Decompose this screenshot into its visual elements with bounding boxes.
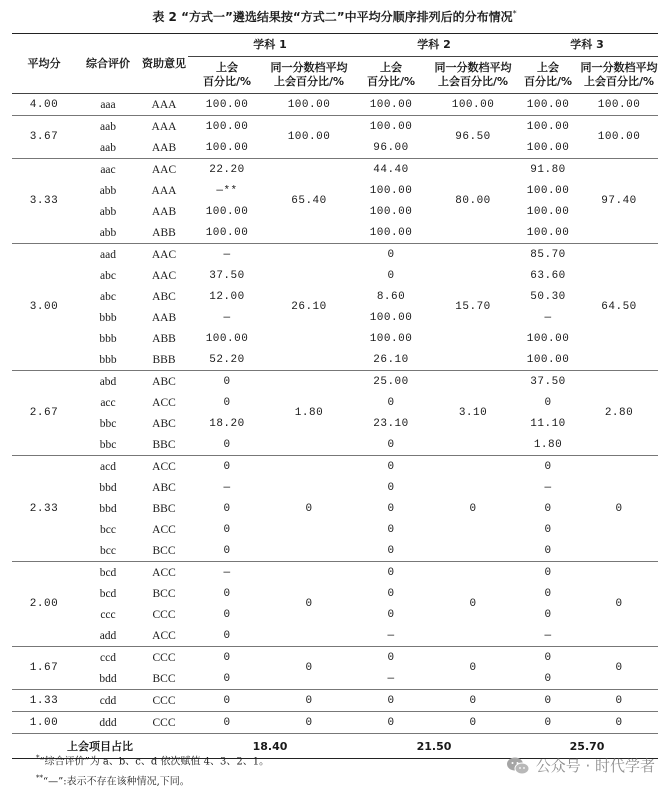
subject-1-pct-cell: 37.50 bbox=[209, 269, 245, 282]
header-pct bbox=[188, 57, 266, 94]
funding-opinion-cell: BCC bbox=[140, 540, 188, 562]
subject-2-same-pct-cell: 0 bbox=[430, 690, 516, 712]
table-row bbox=[12, 116, 658, 138]
subject-1-same-pct-cell: 100.00 bbox=[266, 116, 352, 159]
table-row bbox=[12, 690, 658, 712]
subject-3-pct-cell: — bbox=[544, 311, 552, 324]
subject-1-pct-cell: 0 bbox=[188, 540, 266, 562]
total-subject-2: 21.50 bbox=[352, 734, 516, 759]
subject-2-pct-cell: 0 bbox=[387, 460, 395, 473]
subject-3-pct-cell: 100.00 bbox=[516, 94, 580, 116]
composite-eval-cell: abc bbox=[100, 290, 116, 303]
composite-eval-cell: bcc bbox=[100, 523, 116, 536]
header-subject-3: 学科 3 bbox=[516, 34, 658, 57]
subject-2-pct-cell: — bbox=[352, 625, 430, 647]
table-row bbox=[12, 647, 658, 669]
composite-eval-cell: bbd bbox=[99, 502, 117, 515]
subject-1-pct-cell: 100.00 bbox=[205, 120, 249, 133]
subject-3-same-pct-cell: 100.00 bbox=[580, 116, 658, 159]
footnote-1-mark: * bbox=[36, 754, 40, 762]
subject-1-pct-cell: 100.00 bbox=[205, 332, 249, 345]
composite-eval-cell: bbb bbox=[99, 311, 117, 324]
avg-score-cell: 4.00 bbox=[12, 94, 76, 116]
footnote-1-text: “综合评价”为 a、b、c、d 依次赋值 4、3、2、1。 bbox=[39, 756, 270, 768]
funding-opinion-cell: BBB bbox=[140, 349, 188, 371]
composite-eval-cell: abc bbox=[100, 269, 116, 282]
subject-1-pct-cell: 0 bbox=[223, 608, 231, 621]
subject-2-pct-cell: 0 bbox=[352, 540, 430, 562]
header-same-line1: 同一分数档平均 bbox=[270, 61, 348, 74]
subject-2-same-pct-cell: 0 bbox=[430, 456, 516, 562]
funding-opinion-cell: AAB bbox=[140, 137, 188, 159]
footnote-2-mark: ** bbox=[36, 774, 43, 783]
composite-eval-cell: bdd bbox=[76, 668, 140, 690]
subject-3-pct-cell: 37.50 bbox=[530, 375, 566, 388]
subject-3-pct-cell: 63.60 bbox=[530, 269, 566, 282]
header-same-pct bbox=[266, 57, 352, 94]
subject-3-pct-cell: 0 bbox=[544, 608, 552, 621]
table-row bbox=[12, 244, 658, 266]
subject-2-pct-cell: 0 bbox=[387, 523, 395, 536]
subject-1-pct-cell: 0 bbox=[223, 375, 231, 388]
subject-3-pct-cell: 0 bbox=[544, 587, 552, 600]
composite-eval-cell: cdd bbox=[76, 690, 140, 712]
composite-eval-cell: acc bbox=[100, 396, 116, 409]
subject-2-same-pct-cell: 15.70 bbox=[430, 244, 516, 371]
subject-1-pct-cell: — bbox=[223, 311, 231, 324]
subject-3-same-pct-cell: 0 bbox=[580, 562, 658, 647]
subject-3-same-pct-cell: 97.40 bbox=[580, 159, 658, 244]
footnotes bbox=[36, 750, 269, 791]
composite-eval-cell: aac bbox=[100, 163, 116, 176]
subject-2-pct-cell: 0 bbox=[387, 608, 395, 621]
funding-opinion-cell: CCC bbox=[152, 608, 176, 621]
composite-eval-cell: aad bbox=[100, 248, 116, 261]
subject-2-pct-cell: 100.00 bbox=[369, 332, 413, 345]
subject-1-pct-cell: 22.20 bbox=[209, 163, 245, 176]
subject-2-pct-cell: 100.00 bbox=[369, 120, 413, 133]
subject-2-pct-cell: 0 bbox=[387, 396, 395, 409]
subject-1-pct-cell: — bbox=[223, 481, 231, 494]
subject-1-pct-cell: 52.20 bbox=[188, 349, 266, 371]
table-body bbox=[12, 94, 658, 734]
avg-score-cell: 1.00 bbox=[12, 712, 76, 734]
watermark bbox=[506, 755, 655, 776]
subject-2-pct-cell: 100.00 bbox=[369, 311, 413, 324]
subject-1-same-pct-cell: 65.40 bbox=[266, 159, 352, 244]
funding-opinion-cell: ABC bbox=[152, 375, 176, 388]
subject-2-pct-cell: 0 bbox=[387, 248, 395, 261]
composite-eval-cell: bcd bbox=[99, 587, 117, 600]
funding-opinion-cell: BCC bbox=[140, 668, 188, 690]
composite-eval-cell: aaa bbox=[76, 94, 140, 116]
subject-2-same-pct-cell: 0 bbox=[430, 647, 516, 690]
funding-opinion-cell: AAA bbox=[151, 184, 177, 197]
subject-2-pct-cell: 0 bbox=[352, 690, 430, 712]
funding-opinion-cell: ACC bbox=[140, 625, 188, 647]
funding-opinion-cell: ABC bbox=[152, 481, 176, 494]
subject-3-pct-cell: 100.00 bbox=[516, 349, 580, 371]
subject-3-pct-cell: 50.30 bbox=[530, 290, 566, 303]
funding-opinion-cell: ACC bbox=[152, 460, 176, 473]
header-same-line2: 上会百分比/% bbox=[438, 75, 509, 88]
header-composite-eval: 综合评价 bbox=[76, 34, 140, 94]
composite-eval-cell: bbb bbox=[99, 332, 117, 345]
funding-opinion-cell: CCC bbox=[140, 712, 188, 734]
header-pct bbox=[516, 57, 580, 94]
subject-3-pct-cell: 100.00 bbox=[526, 332, 570, 345]
composite-eval-cell: bbc bbox=[76, 434, 140, 456]
subject-2-pct-cell: 0 bbox=[387, 651, 395, 664]
subject-3-pct-cell: 0 bbox=[544, 396, 552, 409]
subject-1-same-pct-cell: 1.80 bbox=[266, 371, 352, 456]
header-funding-opinion: 资助意见 bbox=[140, 34, 188, 94]
composite-eval-cell: bbd bbox=[99, 481, 117, 494]
composite-eval-cell: abb bbox=[99, 205, 117, 218]
subject-3-pct-cell: 0 bbox=[544, 460, 552, 473]
subject-2-pct-cell: 0 bbox=[387, 502, 395, 515]
funding-opinion-cell: AAA bbox=[151, 120, 177, 133]
subject-2-pct-cell: 0 bbox=[352, 712, 430, 734]
funding-opinion-cell: CCC bbox=[140, 690, 188, 712]
composite-eval-cell: ccc bbox=[100, 608, 116, 621]
funding-opinion-cell: AAC bbox=[151, 269, 177, 282]
subject-2-pct-cell: 100.00 bbox=[369, 205, 413, 218]
subject-1-pct-cell: 12.00 bbox=[209, 290, 245, 303]
subject-3-pct-cell: 0 bbox=[544, 566, 552, 579]
subject-3-same-pct-cell: 2.80 bbox=[580, 371, 658, 456]
table-row bbox=[12, 159, 658, 181]
subject-2-pct-cell: 26.10 bbox=[352, 349, 430, 371]
avg-score-cell: 1.67 bbox=[12, 647, 76, 690]
subject-3-pct-cell: 100.00 bbox=[526, 205, 570, 218]
avg-score-cell: 2.33 bbox=[12, 456, 76, 562]
subject-2-pct-cell: 100.00 bbox=[369, 184, 413, 197]
avg-score-cell: 3.67 bbox=[12, 116, 76, 159]
subject-2-pct-cell: 0 bbox=[387, 269, 395, 282]
subject-2-pct-cell: 25.00 bbox=[373, 375, 409, 388]
caption-text: 表 2 “方式一”遴选结果按“方式二”中平均分顺序排列后的分布情况 bbox=[152, 10, 513, 24]
subject-3-same-pct-cell: 0 bbox=[580, 712, 658, 734]
subject-1-pct-cell: 0 bbox=[188, 625, 266, 647]
subject-3-pct-cell: 0 bbox=[516, 540, 580, 562]
funding-opinion-cell: ACC bbox=[152, 566, 176, 579]
header-subject-1: 学科 1 bbox=[188, 34, 352, 57]
subject-3-pct-cell: — bbox=[544, 481, 552, 494]
subject-2-pct-cell: 0 bbox=[387, 587, 395, 600]
subject-1-pct-cell: 0 bbox=[223, 523, 231, 536]
total-label: 上会项目占比 bbox=[12, 734, 188, 759]
funding-opinion-cell: CCC bbox=[152, 651, 176, 664]
table-row bbox=[12, 456, 658, 478]
composite-eval-cell: abb bbox=[76, 222, 140, 244]
subject-1-pct-cell: 0 bbox=[188, 690, 266, 712]
table-row bbox=[12, 712, 658, 734]
funding-opinion-cell: ACC bbox=[152, 396, 176, 409]
watermark-text: 公众号 · 时代学者 bbox=[535, 757, 655, 775]
header-pct-line1: 上会 bbox=[216, 61, 238, 74]
header-avg-score: 平均分 bbox=[12, 34, 76, 94]
subject-3-pct-cell: 0 bbox=[516, 668, 580, 690]
subject-1-same-pct-cell: 0 bbox=[266, 562, 352, 647]
table-row bbox=[12, 94, 658, 116]
subject-2-pct-cell: 23.10 bbox=[373, 417, 409, 430]
subject-1-pct-cell: 0 bbox=[188, 668, 266, 690]
header-pct-line1: 上会 bbox=[380, 61, 403, 74]
subject-2-same-pct-cell: 0 bbox=[430, 562, 516, 647]
composite-eval-cell: bbc bbox=[99, 417, 117, 430]
funding-opinion-cell: ABB bbox=[140, 222, 188, 244]
subject-3-pct-cell: 0 bbox=[544, 651, 552, 664]
funding-opinion-cell: BBC bbox=[140, 434, 188, 456]
subject-2-pct-cell: — bbox=[352, 668, 430, 690]
funding-opinion-cell: ABB bbox=[152, 332, 176, 345]
table-caption bbox=[0, 8, 669, 25]
composite-eval-cell: aab bbox=[100, 120, 116, 133]
subject-3-pct-cell: 0 bbox=[544, 502, 552, 515]
header-same-line2: 上会百分比/% bbox=[584, 75, 655, 88]
footnote-1 bbox=[36, 750, 269, 770]
funding-opinion-cell: BCC bbox=[152, 587, 176, 600]
composite-eval-cell: add bbox=[76, 625, 140, 647]
subject-3-same-pct-cell: 0 bbox=[580, 647, 658, 690]
funding-opinion-cell: AAC bbox=[151, 163, 177, 176]
composite-eval-cell: ddd bbox=[76, 712, 140, 734]
subject-3-pct-cell: 1.80 bbox=[516, 434, 580, 456]
composite-eval-cell: abd bbox=[99, 375, 117, 388]
avg-score-cell: 2.00 bbox=[12, 562, 76, 647]
header-pct-line2: 百分比/% bbox=[366, 75, 416, 88]
funding-opinion-cell: AAC bbox=[151, 248, 177, 261]
subject-2-pct-cell: 100.00 bbox=[352, 222, 430, 244]
subject-1-same-pct-cell: 26.10 bbox=[266, 244, 352, 371]
subject-3-pct-cell: 91.80 bbox=[530, 163, 566, 176]
subject-2-pct-cell: 0 bbox=[352, 434, 430, 456]
subject-3-pct-cell: 0 bbox=[516, 690, 580, 712]
subject-2-same-pct-cell: 80.00 bbox=[430, 159, 516, 244]
subject-2-pct-cell: 0 bbox=[387, 481, 395, 494]
caption-footnote-mark: * bbox=[512, 9, 517, 18]
table-row bbox=[12, 371, 658, 393]
avg-score-cell: 1.33 bbox=[12, 690, 76, 712]
subject-2-pct-cell: 100.00 bbox=[352, 94, 430, 116]
footnote-2-text: “—”:表示不存在该种情况,下同。 bbox=[43, 776, 190, 788]
funding-opinion-cell: AAB bbox=[151, 205, 177, 218]
subject-3-same-pct-cell: 100.00 bbox=[580, 94, 658, 116]
subject-1-pct-cell: 0 bbox=[223, 460, 231, 473]
subject-2-same-pct-cell: 0 bbox=[430, 712, 516, 734]
subject-1-same-pct-cell: 0 bbox=[266, 456, 352, 562]
table-row bbox=[12, 562, 658, 584]
subject-2-same-pct-cell: 100.00 bbox=[430, 94, 516, 116]
subject-1-same-pct-cell: 0 bbox=[266, 690, 352, 712]
footnote-2 bbox=[36, 770, 269, 790]
funding-opinion-cell: AAB bbox=[151, 311, 177, 324]
header-same-pct bbox=[580, 57, 658, 94]
subject-3-pct-cell: 85.70 bbox=[530, 248, 566, 261]
subject-3-same-pct-cell: 0 bbox=[580, 690, 658, 712]
subject-1-pct-cell: 0 bbox=[223, 502, 231, 515]
subject-1-pct-cell: 100.00 bbox=[188, 137, 266, 159]
subject-3-pct-cell: 100.00 bbox=[516, 222, 580, 244]
avg-score-cell: 3.00 bbox=[12, 244, 76, 371]
header-pct bbox=[352, 57, 430, 94]
subject-2-pct-cell: 0 bbox=[387, 566, 395, 579]
subject-1-same-pct-cell: 0 bbox=[266, 647, 352, 690]
subject-3-pct-cell: 11.10 bbox=[530, 417, 566, 430]
subject-1-pct-cell: 0 bbox=[188, 434, 266, 456]
funding-opinion-cell: ACC bbox=[152, 523, 176, 536]
subject-1-pct-cell: 100.00 bbox=[205, 205, 249, 218]
distribution-table bbox=[12, 33, 658, 759]
composite-eval-cell: abb bbox=[99, 184, 117, 197]
funding-opinion-cell: BBC bbox=[152, 502, 176, 515]
avg-score-cell: 3.33 bbox=[12, 159, 76, 244]
total-subject-1: 18.40 bbox=[188, 734, 352, 759]
subject-3-same-pct-cell: 0 bbox=[580, 456, 658, 562]
subject-1-pct-cell: — bbox=[223, 248, 231, 261]
subject-3-pct-cell: 0 bbox=[516, 712, 580, 734]
composite-eval-cell: bcd bbox=[99, 566, 117, 579]
funding-opinion-cell: AAA bbox=[140, 94, 188, 116]
subject-3-pct-cell: 100.00 bbox=[516, 137, 580, 159]
subject-3-pct-cell: 0 bbox=[544, 523, 552, 536]
subject-1-same-pct-cell: 0 bbox=[266, 712, 352, 734]
total-subject-3: 25.70 bbox=[516, 734, 658, 759]
header-pct-line1: 上会 bbox=[537, 61, 560, 74]
subject-1-pct-cell: 0 bbox=[223, 651, 231, 664]
funding-opinion-cell: ABC bbox=[152, 417, 176, 430]
composite-eval-cell: acd bbox=[100, 460, 116, 473]
header-same-line1: 同一分数档平均 bbox=[580, 61, 658, 74]
subject-1-pct-cell: 18.20 bbox=[209, 417, 245, 430]
subject-1-pct-cell: 100.00 bbox=[188, 222, 266, 244]
header-same-pct bbox=[430, 57, 516, 94]
subject-1-pct-cell: 0 bbox=[223, 587, 231, 600]
header-same-line1: 同一分数档平均 bbox=[434, 61, 512, 74]
header-pct-line2: 百分比/% bbox=[524, 75, 573, 88]
subject-1-pct-cell: 100.00 bbox=[188, 94, 266, 116]
subject-1-pct-cell: 0 bbox=[188, 712, 266, 734]
wechat-icon bbox=[506, 756, 530, 776]
subject-2-pct-cell: 96.00 bbox=[352, 137, 430, 159]
avg-score-cell: 2.67 bbox=[12, 371, 76, 456]
subject-1-pct-cell: —** bbox=[216, 184, 238, 197]
funding-opinion-cell: ABC bbox=[152, 290, 176, 303]
composite-eval-cell: bbb bbox=[76, 349, 140, 371]
subject-3-pct-cell: 100.00 bbox=[526, 120, 570, 133]
subject-2-same-pct-cell: 3.10 bbox=[430, 371, 516, 456]
subject-1-same-pct-cell: 100.00 bbox=[266, 94, 352, 116]
composite-eval-cell: ccd bbox=[100, 651, 116, 664]
subject-1-pct-cell: 0 bbox=[223, 396, 231, 409]
header-subject-2: 学科 2 bbox=[352, 34, 516, 57]
subject-3-pct-cell: 100.00 bbox=[526, 184, 570, 197]
header-same-line2: 上会百分比/% bbox=[273, 75, 345, 88]
subject-2-pct-cell: 8.60 bbox=[376, 290, 406, 303]
subject-2-same-pct-cell: 96.50 bbox=[430, 116, 516, 159]
subject-1-pct-cell: — bbox=[223, 566, 231, 579]
composite-eval-cell: aab bbox=[76, 137, 140, 159]
subject-2-pct-cell: 44.40 bbox=[373, 163, 409, 176]
subject-3-pct-cell: — bbox=[516, 625, 580, 647]
header-pct-line2: 百分比/% bbox=[202, 75, 252, 88]
composite-eval-cell: bcc bbox=[76, 540, 140, 562]
subject-3-same-pct-cell: 64.50 bbox=[580, 244, 658, 371]
